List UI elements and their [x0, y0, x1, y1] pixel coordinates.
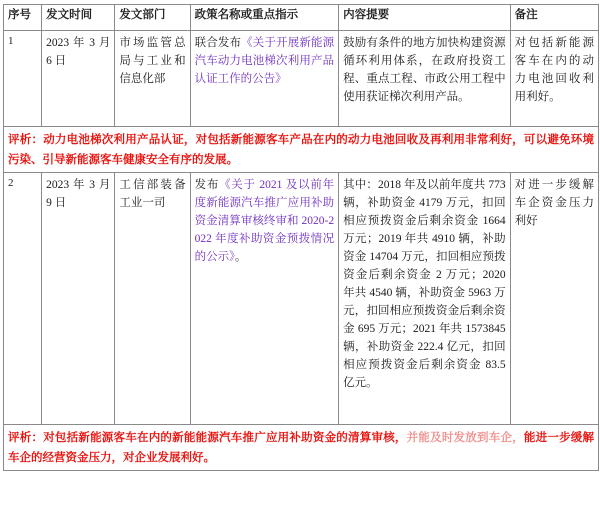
cell-content-summary: 其中：2018 年及以前年度共 773 辆，补助资金 4179 万元，扣回相应预拨资金后剩余资金 1664 万元；2019 年共 4910 辆，补助资金 14704 万元，扣回相应预拨资金后剩余资金 2 万元；2020 年共 4540 辆，补助资金 5963 万元，扣回相应预拨资金后剩余资金 695 万元；2021 年共 1573845 辆，补助资金 222.4 亿元，扣回相应预拨资金后剩余资金 83.5 亿元。	[339, 173, 511, 425]
header-cell-date: 发文时间	[42, 5, 115, 31]
cell-index: 2	[4, 173, 42, 425]
table-row	[4, 31, 599, 127]
comment-body: 动力电池梯次利用产品认证，对包括新能源客车产品在内的动力电池回收及再利用非常利好，可以避免环境污染、引导新能源客车健康安全有序的发展。	[8, 134, 595, 166]
policy-prefix-text: 联合发布	[194, 37, 242, 49]
policy-title-link[interactable]: 《关于开展新能源汽车动力电池梯次利用产品认证工作的公告》	[194, 37, 335, 85]
comment-row	[4, 127, 599, 173]
policy-prefix-text: 发布	[194, 179, 220, 191]
header-cell-index: 序号	[4, 5, 42, 31]
comment-text	[8, 130, 594, 170]
policy-table-document	[0, 4, 600, 506]
cell-department: 工信部装备工业一司	[115, 173, 190, 425]
cell-index: 1	[4, 31, 42, 127]
comment-text	[8, 428, 594, 468]
comment-label: 评析：	[8, 134, 44, 146]
table-row	[4, 173, 599, 425]
comment-label: 评析：	[8, 432, 44, 444]
comment-body-faded: 并能及时发放到车企，	[406, 432, 524, 444]
policy-table	[3, 4, 599, 471]
comment-body-part2: 能进一步缓解车企的经营资金压力，对企业发展利好。	[8, 432, 595, 464]
cell-department: 市场监管总局与工业和信息化部	[115, 31, 190, 127]
cell-policy-name	[190, 173, 338, 425]
header-cell-department: 发文部门	[115, 5, 190, 31]
policy-title-link[interactable]: 《关于 2021 及以前年度新能源汽车推广应用补助资金清算审核终审和 2020-2022 年度补助资金预拨情况的公示》	[194, 179, 335, 263]
comment-row	[4, 425, 599, 471]
cell-date: 2023 年 3 月 9 日	[42, 173, 115, 425]
table-header-row	[4, 5, 599, 31]
cell-remark: 对包括新能源客车在内的动力电池回收利用利好。	[510, 31, 598, 127]
comment-body-part1: 对包括新能源客车在内的新能能源汽车推广应用补助资金的清算审核，	[43, 432, 407, 444]
comment-cell	[4, 425, 599, 471]
cell-policy-name	[190, 31, 338, 127]
policy-suffix-text: 。	[234, 251, 247, 263]
cell-date: 2023 年 3 月 6 日	[42, 31, 115, 127]
header-cell-content-summary: 内容提要	[339, 5, 511, 31]
header-cell-policy-name: 政策名称或重点指示	[190, 5, 338, 31]
header-cell-remark: 备注	[510, 5, 598, 31]
comment-cell	[4, 127, 599, 173]
cell-content-summary: 鼓励有条件的地方加快构建资源循环利用体系，在政府投资工程、重点工程、市政公用工程中使用获证梯次利用产品。	[339, 31, 511, 127]
cell-remark: 对进一步缓解车企资金压力利好	[510, 173, 598, 425]
